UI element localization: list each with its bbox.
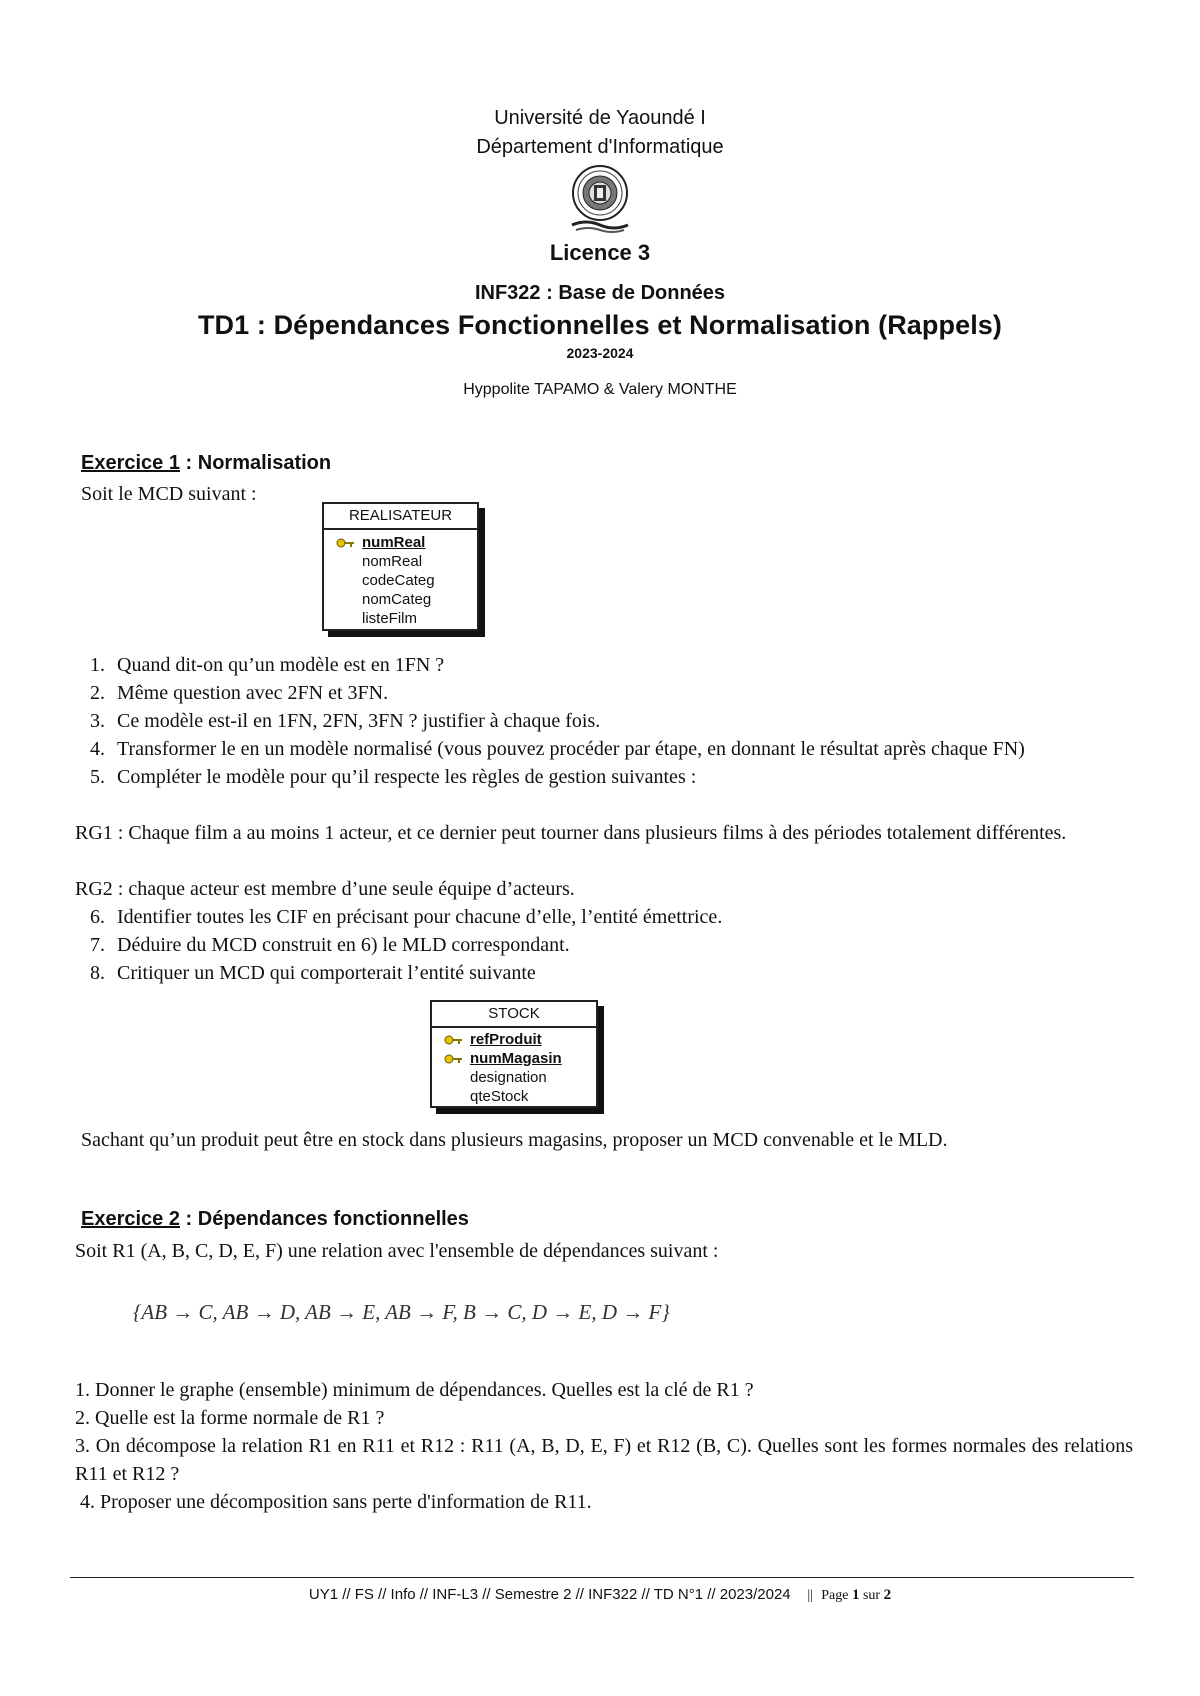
exercise-2-question-3: 3. On décompose la relation R1 en R11 et R12 : R11 (A, B, D, E, F) et R12 (B, C). Quelles sont les formes normales des relations R11 et R12 ? xyxy=(75,1435,1133,1485)
list-item: 6. Identifier toutes les CIF en précisant pour chacune d’elle, l’entité émettrice. xyxy=(90,906,723,928)
exercise-2-heading xyxy=(81,1208,469,1231)
authors: Hyppolite TAPAMO & Valery MONTHE xyxy=(463,381,737,398)
exercise-2-question-1: 1. Donner le graphe (ensemble) minimum de dépendances. Quelles est la clé de R1 ? xyxy=(75,1379,754,1401)
page-footer xyxy=(0,1586,1200,1604)
footer-separator: || xyxy=(807,1588,813,1603)
exercise-1-questions-b xyxy=(81,903,1133,987)
page-number: Page 1 sur 2 xyxy=(821,1587,892,1603)
exercise-1-heading xyxy=(81,452,331,475)
course-title: INF322 : Base de Données xyxy=(474,282,726,304)
exercise-2-topic: : Dépendances fonctionnelles xyxy=(179,1208,469,1230)
list-item: 8. Critiquer un MCD qui comporterait l’entité suivante xyxy=(90,962,536,984)
rule-rg2: RG2 : chaque acteur est membre d’une seule équipe d’acteurs. xyxy=(75,878,575,900)
exercise-1-questions-a xyxy=(81,651,1133,791)
list-item: 5. Compléter le modèle pour qu’il respecte les règles de gestion suivantes : xyxy=(90,766,697,788)
exercise-2-intro: Soit R1 (A, B, C, D, E, F) une relation avec l'ensemble de dépendances suivant : xyxy=(75,1240,719,1262)
exercise-2-label: Exercice 2 xyxy=(81,1208,180,1230)
university-name: Université de Yaoundé I xyxy=(494,107,706,129)
entity-attribute-key: numMagasin xyxy=(432,1049,596,1068)
exercise-1-conclusion: Sachant qu’un produit peut être en stock dans plusieurs magasins, proposer un MCD convenable et le MLD. xyxy=(81,1129,948,1151)
primary-key-icon xyxy=(444,1054,464,1064)
document-title: TD1 : Dépendances Fonctionnelles et Normalisation (Rappels) xyxy=(197,310,1003,340)
university-seal-logo xyxy=(568,163,632,237)
entity-attribute: designation xyxy=(470,1069,547,1086)
list-item: 7. Déduire du MCD construit en 6) le MLD correspondant. xyxy=(90,934,570,956)
rule-rg1: RG1 : Chaque film a au moins 1 acteur, et ce dernier peut tourner dans plusieurs films à des périodes totalement différentes. xyxy=(75,822,1067,844)
footer-divider xyxy=(70,1577,1134,1578)
exercise-1-topic: : Normalisation xyxy=(179,452,332,474)
dependency-set-formula: {AB → C, AB → D, AB → E, AB → F, B → C, D → E, D → F} xyxy=(133,1300,670,1324)
exercise-1-label: Exercice 1 xyxy=(81,452,180,474)
entity-attribute-key: refProduit xyxy=(432,1030,596,1049)
footer-text: UY1 // FS // Info // INF-L3 // Semestre 2 // INF322 // TD N°1 // 2023/2024 xyxy=(308,1586,791,1603)
list-item: 1. Quand dit-on qu’un modèle est en 1FN ? xyxy=(90,654,445,676)
entity-attribute: qteStock xyxy=(470,1088,529,1105)
list-item: 3. Ce modèle est-il en 1FN, 2FN, 3FN ? justifier à chaque fois. xyxy=(90,710,601,732)
primary-key-icon xyxy=(336,538,356,548)
exercise-2-question-2: 2. Quelle est la forme normale de R1 ? xyxy=(75,1407,385,1429)
entity-stock-name: STOCK xyxy=(432,1002,596,1028)
department-name: Département d'Informatique xyxy=(476,136,724,158)
entity-attribute: listeFilm xyxy=(362,610,417,627)
entity-attribute-key: numReal xyxy=(324,533,477,552)
entity-attribute: codeCateg xyxy=(362,572,435,589)
exercise-1-intro: Soit le MCD suivant : xyxy=(81,483,257,505)
entity-stock xyxy=(430,1000,598,1108)
list-item: 2. Même question avec 2FN et 3FN. xyxy=(90,682,389,704)
entity-attribute: nomCateg xyxy=(362,591,432,608)
list-item: 4. Transformer le en un modèle normalisé (vous pouvez procéder par étape, en donnant le résultat après chaque FN) xyxy=(90,738,1025,760)
exercise-2-question-4: 4. Proposer une décomposition sans perte d'information de R11. xyxy=(75,1491,592,1513)
level-label: Licence 3 xyxy=(549,240,651,265)
entity-realisateur xyxy=(322,502,479,631)
primary-key-icon xyxy=(444,1035,464,1045)
entity-realisateur-name: REALISATEUR xyxy=(324,504,477,530)
entity-attribute: nomReal xyxy=(362,553,423,570)
academic-year: 2023-2024 xyxy=(566,345,634,361)
